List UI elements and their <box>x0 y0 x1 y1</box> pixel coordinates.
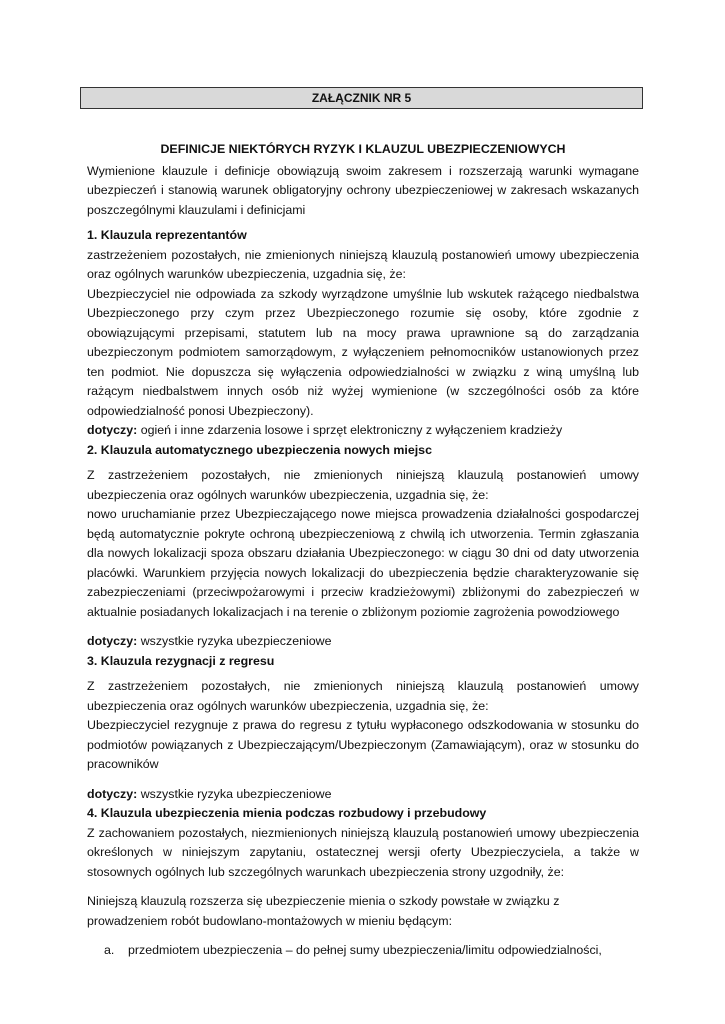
section-3-applies-to-text: wszystkie ryzyka ubezpieczeniowe <box>137 786 332 801</box>
list-item-a-text: przedmiotem ubezpieczenia – do pełnej sumy ubezpieczenia/limitu odpowiedzialności, <box>128 943 602 957</box>
section-1-paragraph-1: zastrzeżeniem pozostałych, nie zmienionych niniejszą klauzulą postanowień umowy ubezpieczenia oraz ogólnych warunków ubezpieczenia, uzgadnia się, że: <box>87 247 639 281</box>
list-marker-a: a. <box>104 943 115 957</box>
section-1-paragraph-2: Ubezpieczyciel nie odpowiada za szkody wyrządzone umyślnie lub wskutek rażącego niedbalstwa Ubezpieczonego przy czym przez Ubezpieczonego rozumie się osoby, które zgodnie z obowiązującymi przepisami, statutem lub na mocy prawa uprawnione są do zarządzania ubezpieczonym podmiotem samorządowym, z wyłączeniem pełnomocników ustanowionych przez ten podmiot. Nie dopuszcza się wyłączenia odpowiedzialności w związku z winą umyślną lub rażącym niedbalstwem innych osób niż wyżej wymienione (w szczególności osób za które odpowiedzialność ponosi Ubezpieczony). <box>87 286 639 418</box>
section-2-paragraph-2: nowo uruchamianie przez Ubezpieczającego nowe miejsca prowadzenia działalności gospodarczej będą automatycznie pokryte ochroną ubezpieczeniową z chwilą ich utworzenia. Termin zgłaszania dla nowych lokalizacji spoza obszaru działania Ubezpieczonego: w ciągu 30 dni od daty utworzenia placówki. Warunkiem przyjęcia nowych lokalizacji do ubezpieczenia będzie charakteryzowanie się zabezpieczeniami (przeciwpożarowymi i przeciw kradzieżowymi) zbliżonymi do zabezpieczeń w aktualnie posiadanych lokalizacjach i na terenie o zbliżonym poziomie zagrożenia powodziowego <box>87 507 639 619</box>
section-1-applies-to-text: ogień i inne zdarzenia losowe i sprzęt elektroniczny z wyłączeniem kradzieży <box>137 423 563 437</box>
intro-paragraph: Wymienione klauzule i definicje obowiązują swoim zakresem i rozszerzają warunki wymagane ubezpieczeń i stanowią warunek obligatoryjny ochrony ubezpieczeniowej w zakresach wskazanych poszczególnymi klauzulami i definicjami <box>87 163 639 217</box>
document-title: DEFINICJE NIEKTÓRYCH RYZYK I KLAUZUL UBEZPIECZENIOWYCH <box>160 142 566 156</box>
section-2-applies-to <box>87 632 639 652</box>
applies-to-label: dotyczy: <box>87 786 138 801</box>
annex-title-box <box>80 87 643 109</box>
applies-to-label: dotyczy: <box>87 423 138 437</box>
annex-title: ZAŁĄCZNIK NR 5 <box>311 91 412 105</box>
section-4-paragraph-2: Niniejszą klauzulą rozszerza się ubezpieczenie mienia o szkody powstałe w związku z prowadzeniem robót budowlano-montażowych w mieniu będącym: <box>87 894 560 928</box>
document-body <box>87 140 639 961</box>
section-3-paragraph-1: Z zastrzeżeniem pozostałych, nie zmienionych niniejszą klauzulą postanowień umowy ubezpieczenia oraz ogólnych warunków ubezpieczenia, uzgadnia się, że: <box>87 679 639 713</box>
section-3-heading: 3. Klauzula rezygnacji z regresu <box>87 653 275 668</box>
section-2-heading: 2. Klauzula automatycznego ubezpieczenia nowych miejsc <box>87 442 432 457</box>
section-1-applies-to <box>87 421 639 441</box>
section-2-paragraph-1: Z zastrzeżeniem pozostałych, nie zmienionych niniejszą klauzulą postanowień umowy ubezpieczenia oraz ogólnych warunków ubezpieczenia, uzgadnia się, że: <box>87 468 639 502</box>
applies-to-label: dotyczy: <box>87 634 138 648</box>
section-4-heading: 4. Klauzula ubezpieczenia mienia podczas rozbudowy i przebudowy <box>87 806 487 820</box>
section-1-heading: 1. Klauzula reprezentantów <box>87 228 247 242</box>
section-3-paragraph-2: Ubezpieczyciel rezygnuje z prawa do regresu z tytułu wypłaconego odszkodowania w stosunku do podmiotów powiązanych z Ubezpieczającym/Ubezpieczonym (Zamawiającym), oraz w stosunku do pracowników <box>87 718 639 771</box>
section-4-paragraph-1: Z zachowaniem pozostałych, niezmienionych niniejszą klauzulą postanowień umowy ubezpieczenia określonych w niniejszym zapytaniu, ostatecznej wersji oferty Ubezpieczyciela, a także w stosownych ogólnych lub szczególnych warunkach ubezpieczenia strony uzgodniły, że: <box>87 825 639 879</box>
section-2-applies-to-text: wszystkie ryzyka ubezpieczeniowe <box>137 634 332 648</box>
section-3-applies-to <box>87 785 639 805</box>
list-item-a <box>87 941 639 961</box>
